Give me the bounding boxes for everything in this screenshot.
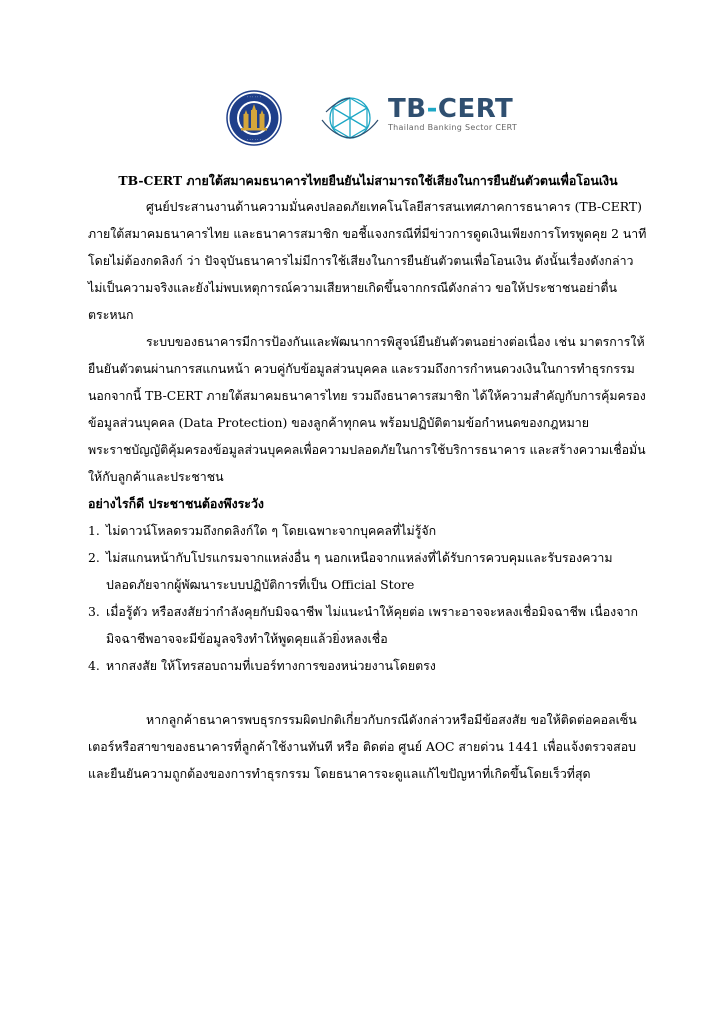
svg-text:· · · · · ·: · · · · · · xyxy=(247,137,261,142)
paragraph1-line: ภายใต้สมาคมธนาคารไทย และธนาคารสมาชิก ขอชี้แจงกรณีที่มีข่าวการดูดเงินเพียงการโทรพูดคุย 2 นาที xyxy=(88,226,647,241)
list-item-number: 3. xyxy=(88,604,100,619)
warning-heading: อย่างไรก็ดี ประชาชนต้องพึงระวัง xyxy=(88,496,264,511)
paragraph2-line: ข้อมูลส่วนบุคคล (Data Protection) ของลูกค้าทุกคน พร้อมปฏิบัติตามข้อกำหนดของกฎหมาย xyxy=(88,415,589,430)
list-item-text: เมื่อรู้ตัว หรือสงสัยว่ากำลังคุยกับมิจฉาชีพ ไม่แนะนำให้คุยต่อ เพราะอาจจะหลงเชื่อมิจฉาชีพ เนื่องจาก xyxy=(106,604,638,619)
list-item-text: หากสงสัย ให้โทรสอบถามที่เบอร์ทางการของหน่วยงานโดยตรง xyxy=(106,658,436,673)
paragraph3-line: เตอร์หรือสาขาของธนาคารที่ลูกค้าใช้งานทันที หรือ ติดต่อ ศูนย์ AOC สายด่วน 1441 เพื่อแจ้งตรวจสอบ xyxy=(88,739,637,754)
paragraph3-line: หากลูกค้าธนาคารพบธุรกรรมผิดปกติเกี่ยวกับกรณีดังกล่าวหรือมีข้อสงสัย ขอให้ติดต่อคอลเซ็น xyxy=(146,712,637,727)
paragraph2-line: ระบบของธนาคารมีการป้องกันและพัฒนาการพิสูจน์ยืนยันตัวตนอย่างต่อเนื่อง เช่น มาตรการให้ xyxy=(146,334,645,349)
header-logos xyxy=(226,90,556,146)
paragraph2-line: ยืนยันตัวตนผ่านการสแกนหน้า ควบคู่กับข้อมูลส่วนบุคคล และรวมถึงการกำหนดวงเงินในการทำธุรกรรม xyxy=(88,361,635,376)
paragraph1-line: ศูนย์ประสานงานด้านความมั่นคงปลอดภัยเทคโนโลยีสารสนเทศภาคการธนาคาร (TB-CERT) xyxy=(146,199,642,214)
document-title: TB-CERT ภายใต้สมาคมธนาคารไทยยืนยันไม่สามารถใช้เสียงในการยืนยันตัวตนเพื่อโอนเงิน xyxy=(118,173,618,188)
paragraph1-line: ไม่เป็นความจริงและยังไม่พบเหตุการณ์ความเสียหายเกิดขึ้นจากกรณีดังกล่าว ขอให้ประชาชนอย่าตื่น xyxy=(88,280,618,295)
paragraph2-line: นอกจากนี้ TB-CERT ภายใต้สมาคมธนาคารไทย รวมถึงธนาคารสมาชิก ได้ให้ความสำคัญกับการคุ้มครอง xyxy=(88,388,646,403)
seal-logo xyxy=(226,90,282,146)
list-item-number: 1. xyxy=(88,523,100,538)
list-item-number: 2. xyxy=(88,550,100,565)
paragraph2-line: ให้กับลูกค้าและประชาชน xyxy=(88,469,224,484)
svg-text:· · · · · ·: · · · · · · xyxy=(247,94,261,100)
paragraph1-line: โดยไม่ต้องกดลิงก์ ว่า ปัจจุบันธนาคารไม่มีการใช้เสียงในการยืนยันตัวตนเพื่อโอนเงิน ดังนั้นเรื่องดังกล่าว xyxy=(88,253,634,268)
paragraph3-line: และยืนยันความถูกต้องของการทำธุรกรรม โดยธนาคารจะดูแลแก้ไขปัญหาที่เกิดขึ้นโดยเร็วที่สุด xyxy=(88,766,591,781)
tb-cert-name: TB-CERT xyxy=(388,94,514,124)
paragraph1-line: ตระหนก xyxy=(88,307,134,322)
list-item-number: 4. xyxy=(88,658,100,673)
tb-cert-wordmark xyxy=(388,94,528,132)
paragraph2-line: พระราชบัญญัติคุ้มครองข้อมูลส่วนบุคคลเพื่อความปลอดภัยในการใช้บริการธนาคาร และสร้างความเชื่อมั่น xyxy=(88,442,646,457)
list-item-text: ปลอดภัยจากผู้พัฒนาระบบปฏิบัติการที่เป็น Official Store xyxy=(106,577,415,592)
list-item-text: มิจฉาชีพอาจจะมีข้อมูลจริงทำให้พูดคุยแล้วยิ่งหลงเชื่อ xyxy=(106,631,388,646)
tb-cert-emblem-icon xyxy=(318,90,382,146)
list-item-text: ไม่ดาวน์โหลดรวมถึงกดลิงก์ใด ๆ โดยเฉพาะจากบุคคลที่ไม่รู้จัก xyxy=(106,523,437,538)
tb-cert-subtitle: Thailand Banking Sector CERT xyxy=(388,123,518,132)
list-item-text: ไม่สแกนหน้ากับโปรแกรมจากแหล่งอื่น ๆ นอกเหนือจากแหล่งที่ได้รับการควบคุมและรับรองความ xyxy=(106,550,613,565)
